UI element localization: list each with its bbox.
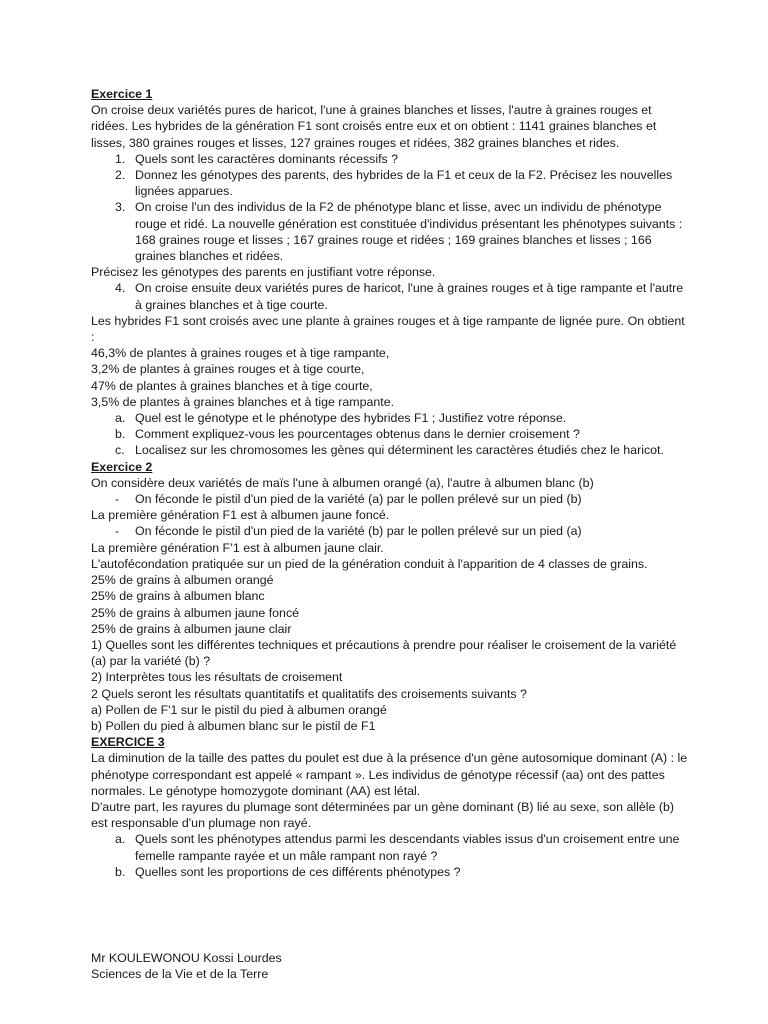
question-letter: c. [115, 443, 125, 458]
sub-question: b) Pollen du pied à albumen blanc sur le pistil de F1 [91, 718, 376, 733]
question-text: Quelles sont les proportions de ces différents phénotypes ? [135, 864, 461, 879]
question-1 [91, 151, 691, 167]
question-text: Localisez sur les chromosomes les gènes qui déterminent les caractères étudiés chez le haricot. [135, 443, 664, 458]
bullet-item [91, 491, 691, 507]
question-c [91, 442, 691, 458]
result-line: 25% de grains à albumen jaune clair [91, 621, 292, 636]
dash-bullet: - [115, 492, 120, 507]
result-line: 25% de grains à albumen orangé [91, 573, 274, 588]
dash-bullet: - [115, 524, 120, 539]
exercise-1-title: Exercice 1 [91, 87, 153, 101]
question-text: Quels sont les phénotypes attendus parmi les descendants viables issus d'un croisement entre une femelle rampante rayée et un mâle rampant non rayé ? [135, 832, 680, 863]
exercise-2-intro: On considère deux variétés de maïs l'une à albumen orangé (a), l'autre à albumen blanc (b) [91, 475, 594, 490]
question-text: Quel est le génotype et le phénotype des hybrides F1 ; Justifiez votre réponse. [135, 411, 567, 426]
question-3 [91, 199, 691, 264]
question-text: Quels sont les caractères dominants récessifs ? [135, 151, 399, 166]
paragraph: La première génération F1 est à albumen jaune foncé. [91, 508, 390, 523]
worksheet [91, 86, 691, 880]
question-letter: b. [115, 864, 126, 879]
question-b [91, 864, 691, 880]
paragraph: La diminution de la taille des pattes du poulet est due à la présence d'un gène autosomique dominant (A) : le phénotype correspondant est appelé « rampant ». Les individus de génotype récessif (aa) ont des pattes normales. Le génotype homozygote dominant (AA) est létal. [91, 751, 688, 798]
question: 1) Quelles sont les différentes techniques et précautions à prendre pour réaliser le croisement de la variété (a) par la variété (b) ? [91, 637, 677, 669]
result-line: 3,5% de plantes à graines blanches et à tige rampante. [91, 394, 395, 409]
subject-name: Sciences de la Vie et de la Terre [91, 967, 269, 982]
result-line: 3,2% de plantes à graines rouges et à tige courte, [91, 362, 365, 377]
question-number: 1. [115, 151, 126, 166]
question: 2 Quels seront les résultats quantitatifs et qualitatifs des croisements suivants ? [91, 686, 527, 701]
bullet-item [91, 523, 691, 539]
result-line: 47% de plantes à graines blanches et à tige courte, [91, 378, 373, 393]
paragraph: D'autre part, les rayures du plumage sont déterminées par un gène dominant (B) lié au sexe, son allèle (b) est responsable d'un plumage non rayé. [91, 799, 674, 831]
question-text: On croise ensuite deux variétés pures de haricot, l'une à graines rouges et à tige rampante et l'autre à graines blanches et à tige courte. [135, 281, 684, 312]
question-2 [91, 167, 691, 199]
result-line: 25% de grains à albumen jaune foncé [91, 605, 300, 620]
instruction: Précisez les génotypes des parents en justifiant votre réponse. [91, 265, 436, 280]
paragraph: Les hybrides F1 sont croisés avec une plante à graines rouges et à tige rampante de lignée pure. On obtient : [91, 313, 685, 345]
question: 2) Interprètes tous les résultats de croisement [91, 670, 343, 685]
question-text: Comment expliquez-vous les pourcentages obtenus dans le dernier croisement ? [135, 427, 580, 442]
question-letter: b. [115, 427, 126, 442]
result-line: 25% de grains à albumen blanc [91, 589, 265, 604]
paragraph: L'autofécondation pratiquée sur un pied de la génération conduit à l'apparition de 4 classes de grains. [91, 556, 648, 571]
exercise-2-title: Exercice 2 [91, 459, 153, 474]
question-letter: a. [115, 411, 126, 426]
question-text: Donnez les génotypes des parents, des hybrides de la F1 et ceux de la F2. Précisez les nouvelles lignées apparues. [135, 168, 673, 199]
author-name: Mr KOULEWONOU Kossi Lourdes [91, 951, 282, 965]
question-4 [91, 280, 691, 312]
exercise-3-title: EXERCICE 3 [91, 735, 165, 750]
exercise-1-intro: On croise deux variétés pures de haricot, l'une à graines blanches et lisses, l'autre à graines rouges et ridées. Les hybrides de la génération F1 sont croisés entre eux et on obtient : 1141 graines blanches et lisses, 380 graines rouges et lisses, 127 graines rouges et ridées, 382 graines blanches et rides. [91, 103, 657, 150]
question-number: 3. [115, 200, 126, 215]
question-letter: a. [115, 832, 126, 847]
footer [91, 950, 691, 982]
question-text: On croise l'un des individus de la F2 de phénotype blanc et lisse, avec un individu de phénotype rouge et ridé. La nouvelle génération est constituée d'individus présentant les phénotypes suivants : 168 graines rouge et lisses ; 167 graines rouge et ridées ; 169 graines blanches et lisses ; 166 graines blanches et ridées. [135, 200, 683, 264]
question-b [91, 426, 691, 442]
question-number: 4. [115, 281, 126, 296]
question-number: 2. [115, 168, 126, 183]
result-line: 46,3% de plantes à graines rouges et à tige rampante, [91, 346, 390, 361]
sub-question: a) Pollen de F'1 sur le pistil du pied à albumen orangé [91, 702, 387, 717]
paragraph: La première génération F’1 est à albumen jaune clair. [91, 540, 384, 555]
question-a [91, 831, 691, 863]
question-a [91, 410, 691, 426]
bullet-text: On féconde le pistil d'un pied de la variété (a) par le pollen prélevé sur un pied (b) [135, 492, 582, 507]
bullet-text: On féconde le pistil d'un pied de la variété (b) par le pollen prélevé sur un pied (a) [135, 524, 582, 539]
